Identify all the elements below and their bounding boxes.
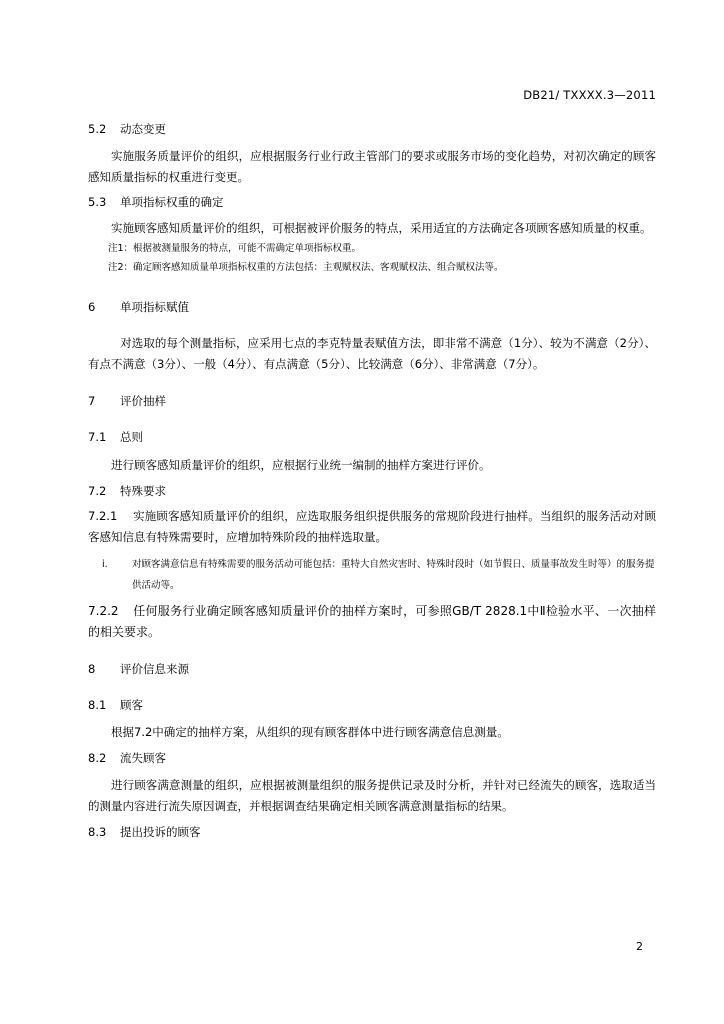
heading-number: 8 [88,662,96,676]
heading-title: 流失顾客 [120,751,166,765]
heading-7-2 [88,482,656,500]
heading-number: 7.1 [88,430,107,444]
heading-title: 单项指标权重的确定 [120,195,224,209]
paragraph-7-1: 进行顾客感知质量评价的组织，应根据行业统一编制的抽样方案进行评价。 [111,458,491,472]
note-5-3-1: 注1：根据被测量服务的特点，可能不需确定单项指标权重。 [108,243,362,254]
note-list-marker: i. [102,559,108,570]
clause-7-2-1 [88,506,656,548]
heading-number: 6 [88,300,96,314]
heading-title: 提出投诉的顾客 [120,825,201,839]
paragraph-8-2: 进行顾客满意测量的组织，应根据被测量组织的服务提供记录及时分析，并针对已经流失的顾客，选取适当的测量内容进行流失原因调查，并根据调查结果确定相关顾客满意测量指标的结果。 [88,778,656,813]
heading-number: 8.3 [88,825,107,839]
heading-number: 8.1 [88,698,107,712]
clause-7-2-2 [88,601,656,643]
clause-number: 7.2.2 [88,604,119,618]
note-text: 对顾客满意信息有特殊需要的服务活动可能包括：重特大自然灾害时、特殊时段时（如节假日、质量事故发生时等）的服务提供活动等。 [132,559,655,591]
heading-title: 评价信息来源 [120,662,189,676]
page-content [88,118,656,841]
heading-5-3 [88,193,656,211]
heading-number: 8.2 [88,751,107,765]
paragraph-6: 对选取的每个测量指标，应采用七点的李克特量表赋值方法，即非常不满意（1分）、较为不满意（2分）、有点不满意（3分）、一般（4分）、有点满意（5分）、比较满意（6分）、非常满意（7分）。 [88,336,656,371]
heading-8-2 [88,749,656,767]
clause-text: 任何服务行业确定顾客感知质量评价的抽样方案时，可参照GB/T 2828.1中Ⅱ检验水平、一次抽样的相关要求。 [88,604,656,639]
clause-number: 7.2.1 [88,509,118,523]
heading-title: 顾客 [120,698,143,712]
heading-6 [88,298,656,316]
heading-number: 5.3 [88,195,107,209]
heading-7-1 [88,428,656,446]
heading-title: 总则 [120,430,143,444]
document-code: DB21/ TXXXX.3—2011 [523,88,656,102]
heading-8 [88,660,656,678]
heading-8-3 [88,823,656,841]
heading-8-1 [88,696,656,714]
heading-title: 动态变更 [120,122,166,136]
heading-title: 特殊要求 [120,484,166,498]
note-7-2-1 [88,554,656,596]
paragraph-8-1: 根据7.2中确定的抽样方案，从组织的现有顾客群体中进行顾客满意信息测量。 [111,725,509,739]
heading-number: 7.2 [88,484,107,498]
heading-5-2 [88,120,656,138]
heading-7 [88,392,656,410]
heading-title: 评价抽样 [120,394,166,408]
note-5-3-2: 注2：确定顾客感知质量单项指标权重的方法包括：主观赋权法、客观赋权法、组合赋权法等。 [108,262,504,273]
heading-number: 7 [88,394,96,408]
clause-text: 实施顾客感知质量评价的组织，应选取服务组织提供服务的常规阶段进行抽样。当组织的服务活动对顾客感知信息有特殊需要时，应增加特殊阶段的抽样选取量。 [88,509,656,544]
page-number: 2 [636,940,643,953]
paragraph-5-3: 实施顾客感知质量评价的组织，可根据被评价服务的特点，采用适宜的方法确定各项顾客感知质量的权重。 [111,221,652,235]
paragraph-5-2: 实施服务质量评价的组织，应根据服务行业行政主管部门的要求或服务市场的变化趋势，对初次确定的顾客感知质量指标的权重进行变更。 [88,149,656,184]
heading-title: 单项指标赋值 [120,300,189,314]
heading-number: 5.2 [88,122,107,136]
